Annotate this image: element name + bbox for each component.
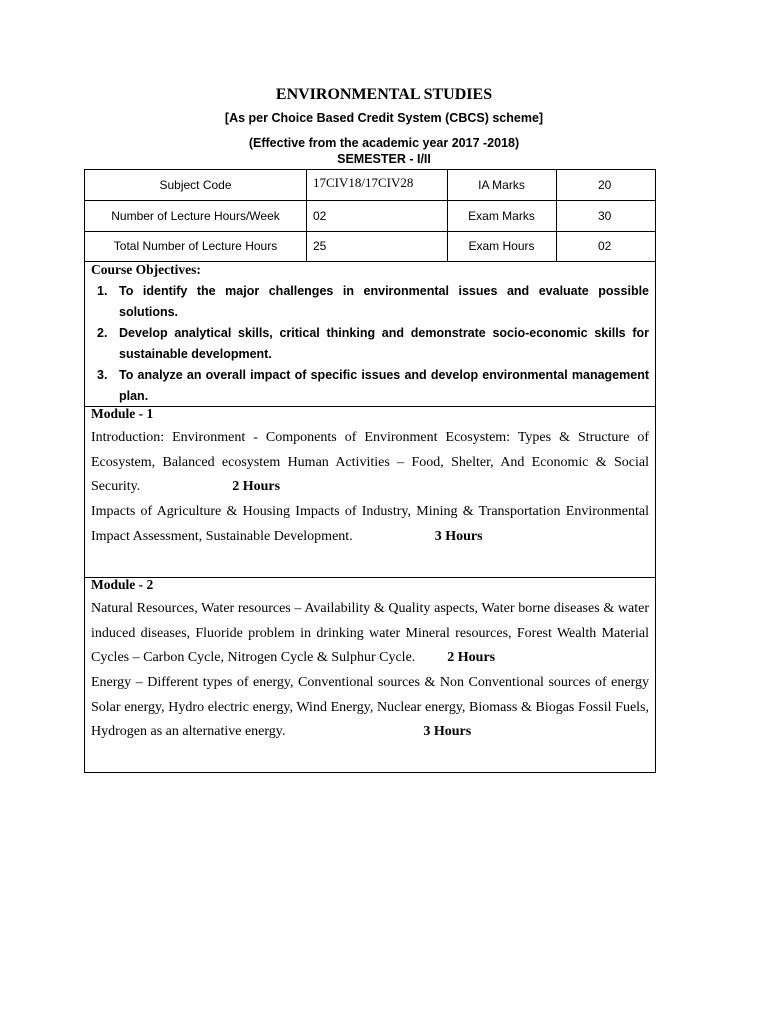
semester-line: SEMESTER - I/II	[337, 152, 431, 166]
table-column-divider	[556, 170, 557, 261]
paragraph-text: Introduction: Environment - Components of Environment Ecosystem: Types & Structure of Ecosystem, Balanced ecosystem Human Activities – Food, Shelter, And Economic & Social Security.	[91, 430, 649, 494]
lecture-hours-week-value: 02	[313, 208, 327, 223]
list-item	[91, 365, 649, 407]
module-1-title: Module - 1	[91, 406, 154, 421]
hours-label: 3 Hours	[434, 528, 483, 544]
course-objectives-section	[85, 261, 655, 406]
table-row-label: IA Marks	[478, 178, 525, 192]
table-row-label: Number of Lecture Hours/Week	[111, 208, 280, 223]
module-1-paragraph-1	[91, 426, 649, 500]
hours-label: 2 Hours	[447, 650, 496, 665]
effective-line: (Effective from the academic year 2017 -2018)	[248, 136, 520, 150]
list-item-number: 3.	[97, 368, 108, 382]
table-row-label: Total Number of Lecture Hours	[113, 239, 278, 253]
module-2-title: Module - 2	[91, 577, 154, 592]
scheme-line: [As per Choice Based Credit System (CBCS) scheme]	[224, 111, 544, 125]
subject-code-value: 17CIV18/17CIV28	[313, 175, 414, 190]
hours-label: 2 Hours	[232, 479, 281, 494]
module-2-section	[85, 577, 655, 773]
module-2-paragraph-2	[91, 671, 649, 745]
exam-hours-value: 02	[598, 239, 612, 253]
list-item-text: Develop analytical skills, critical thinking and demonstrate socio-economic skills for sustainable development.	[119, 326, 649, 361]
module-2-paragraph-1	[91, 597, 649, 671]
exam-marks-value: 30	[598, 208, 612, 223]
list-item-number: 1.	[97, 284, 108, 298]
module-1-section	[85, 406, 655, 577]
ia-marks-value: 20	[598, 178, 612, 192]
syllabus-box	[84, 169, 656, 773]
table-column-divider	[306, 170, 307, 261]
total-lecture-hours-value: 25	[313, 239, 327, 253]
list-item	[91, 323, 649, 365]
paragraph-text: Impacts of Agriculture & Housing Impacts of Industry, Mining & Transportation Environmental Impact Assessment, Sustainable Development.	[91, 504, 649, 544]
table-row-label: Exam Hours	[468, 239, 535, 253]
list-item-number: 2.	[97, 326, 108, 340]
paragraph-text: Natural Resources, Water resources – Availability & Quality aspects, Water borne diseases & water induced diseases, Fluoride problem in drinking water Mineral resources, Forest Wealth Material Cycles – Carbon Cycle, Nitrogen Cycle & Sulphur Cycle.	[91, 601, 649, 665]
course-objectives-list	[91, 281, 649, 407]
document-title: ENVIRONMENTAL STUDIES	[275, 86, 493, 103]
paragraph-text: Energy – Different types of energy, Conventional sources & Non Conventional sources of energy Solar energy, Hydro electric energy, Wind Energy, Nuclear energy, Biomass & Biogas Fossil Fuels, Hydrogen as an alternative energy.	[91, 675, 649, 739]
table-row-label: Exam Marks	[468, 208, 535, 223]
list-item-text: To analyze an overall impact of specific issues and develop environmental management plan.	[119, 368, 649, 403]
table-row-label: Subject Code	[159, 178, 232, 192]
hours-label: 3 Hours	[423, 724, 472, 739]
module-1-paragraph-2	[91, 500, 649, 549]
list-item-text: To identify the major challenges in environmental issues and evaluate possible solutions.	[119, 284, 649, 319]
list-item	[91, 281, 649, 323]
course-objectives-title: Course Objectives:	[91, 262, 201, 277]
